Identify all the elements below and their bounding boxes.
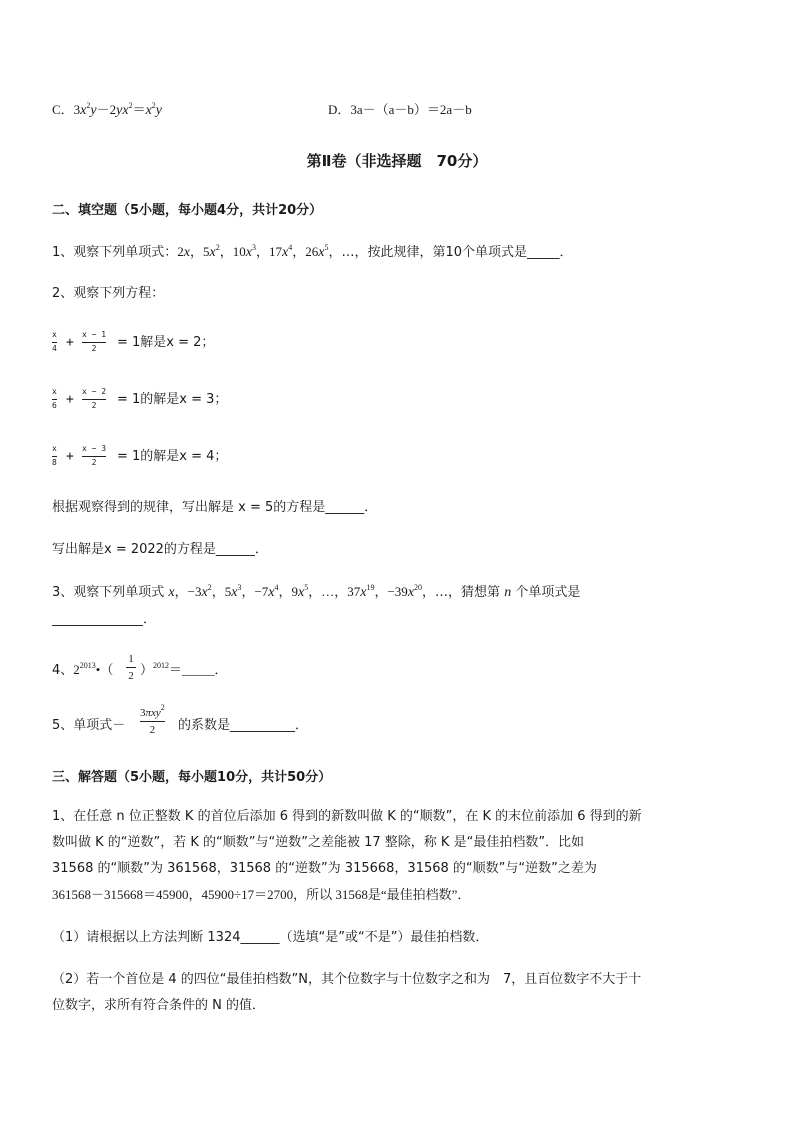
section-3-header: 三、解答题（5小题，每小题10分，共计50分） [52,770,332,785]
problem-1-line-1: 1、在任意 n 位正整数 K 的首位后添加 6 得到的新数叫做 K 的“顺数”，在 K 的末位前添加 6 得到的新 [52,809,642,824]
problem-1-line-4: 361568－315668＝45900，45900÷17＝2700，所以 31568是“最佳拍档数”． [52,887,471,902]
section-2-header: 二、填空题（5小题，每小题4分，共计20分） [52,203,323,218]
option-c: C．$3x^2y-2yx^2=x^2y$ [52,101,163,118]
question-5-fraction: 3πxy$^2$ 2 [140,703,165,736]
equation-2-fraction-b: x − 2 2 [82,387,107,410]
question-4: 4、$2^{2013}•$（ [52,661,114,678]
part-title: 第Ⅱ卷（非选择题 70分） [306,152,488,170]
problem-1-line-2: 数叫做 K 的“逆数”，若 K 的“顺数”与“逆数”之差能被 17 整除，称 K 是“最佳拍档数”．比如 [52,835,585,850]
sub-question-1: （1）请根据以上方法判断 1324______（选填“是”或“不是”）最佳拍档数． [52,930,489,945]
question-4-fraction: 1 2 [126,652,136,683]
question-3: 3、观察下列单项式 x，$-3x^2$，$5x^3$，$-7x^4$，$9x^5$，…，$37x^{19}$，$-39x^{20}$，…，猜想第 n 个单项式是 [52,583,581,600]
question-5: 5、单项式－ [52,718,126,733]
equation-1-fraction-b: x − 1 2 [82,330,107,353]
equation-3-fraction-b: x − 3 2 [82,444,107,467]
equation-3-fraction-a: x 8 [52,444,57,467]
question-2-line-2: 写出解是x = 2022的方程是______． [52,542,268,557]
equation-1-fraction-a: x 4 [52,330,57,353]
sub-question-2-line-2: 位数字，求所有符合条件的 N 的值． [52,998,265,1013]
question-2: 2、观察下列方程： [52,286,165,301]
option-d: D．3a－（a－b）＝2a－b [328,102,472,117]
sub-question-2-line-1: （2）若一个首位是 4 的四位“最佳拍档数”N，其个位数字与十位数字之和为 7，且百位数字不大于十 [52,972,642,987]
option-c-label: C． [52,102,74,117]
question-1: 1、观察下列单项式：2x，$5x^2$，$10x^3$，$17x^4$，$26x^5$，…，按此规律，第10个单项式是_____． [52,243,573,260]
problem-1-line-3: 31568 的“顺数”为 361568，31568 的“逆数”为 315668，31568 的“顺数”与“逆数”之差为 [52,861,597,876]
question-2-line-1: 根据观察得到的规律，写出解是 x = 5的方程是______． [52,500,378,515]
equation-2-fraction-a: x 6 [52,387,57,410]
question-3-blank: ______________． [52,612,157,627]
